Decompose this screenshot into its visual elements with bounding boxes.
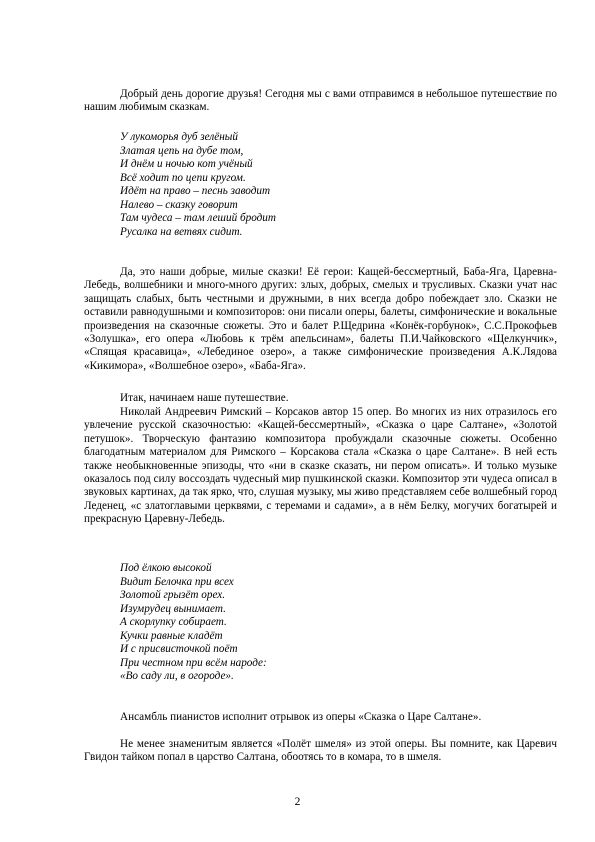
fairy-tales-paragraph: Да, это наши добрые, милые сказки! Её герои: Кащей-бессмертный, Баба-Яга, Царевна-Лебедь, волшебники и много-много других: злых, добрых, смелых и трусливых. Сказки учат нас защищать слабых, быть честными и дружными, в них всегда добро побеждает зло. Сказки не оставили равнодушными и композиторов: они писали оперы, балеты, симфонические и вокальные произведения на сказочные сюжеты. Это и балет Р.Щедрина «Конёк-горбунок», С.С.Прокофьев «Золушка», его опера «Любовь к трём апельсинам», балеты П.И.Чайковского «Щелкунчик», «Спящая красавица», «Лебединое озеро», а также симфонические произведения А.К.Лядова «Кикимора», «Волшебное озеро», «Баба-Яга». [84,266,557,372]
poem-line: Под ёлкою высокой [120,562,212,574]
poem-line: И с присвисточкой поёт [120,643,238,655]
poem-lukomorye [120,131,276,239]
poem-line: Видит Белочка при всех [120,575,234,588]
poem-belochka [120,562,267,684]
poem-line: При честном при всём народе: [120,656,267,669]
poem-line: Русалка на ветвях сидит. [120,225,243,238]
poem-line: Золотой грызёт орех. [120,589,226,601]
poem-line: У лукоморья дуб зелёный [120,131,238,143]
rimsky-korsakov-paragraph: Николай Андреевич Римский – Корсаков автор 15 опер. Во многих из них отразилось его увлечение русской сказочностью: «Кащей-бессмертный», «Сказка о царе Салтане», «Золотой петушок». Творческую фантазию композитора пробуждали сказочные сюжеты. Особенно благодатным материалом для Римского – Корсакова стала «Сказка о царе Салтане». В ней есть также необыкновенные эпизоды, что «ни в сказке сказать, ни пером описать». И только музыке оказалось под силу воссоздать чудесный мир пушкинской сказки. Композитор эти чудеса описал в звуковых картинах, да так ярко, что, слушая музыку, мы живо представляем себе волшебный город Леденец, «с златоглавыми церквями, с теремами и садами», а в нём Белку, могучих богатырей и прекрасную Царевну-Лебедь. [84,406,557,526]
journey-start-paragraph: Итак, начинаем наше путешествие. [120,392,289,404]
intro-paragraph: Добрый день дорогие друзья! Сегодня мы с вами отправимся в небольшое путешествие по нашим любимым сказкам. [84,88,557,114]
poem-line: Златая цепь на дубе том, [120,144,244,157]
poem-line: А скорлупку собирает. [120,616,227,628]
ensemble-paragraph: Ансамбль пианистов исполнит отрывок из оперы «Сказка о Царе Салтане». [120,711,482,723]
bumblebee-paragraph: Не менее знаменитым является «Полёт шмеля» из этой оперы. Вы помните, как Царевич Гвидон тайком попал в царство Салтана, обоотясь то в комара, то в шмеля. [84,738,557,764]
poem-line: Идёт на право – песнь заводит [120,185,271,197]
poem-line: И днём и ночью кот учёный [120,158,253,170]
poem-line: Изумрудец вынимает. [120,602,226,615]
poem-line: Налево – сказку говорит [120,198,238,211]
poem-line: Всё ходит по цепи кругом. [120,171,246,184]
poem-line: Там чудеса – там леший бродит [120,212,276,224]
poem-line: «Во саду ли, в огороде». [120,670,234,682]
poem-line: Кучки равные кладёт [120,629,223,642]
page-number: 2 [294,796,301,808]
